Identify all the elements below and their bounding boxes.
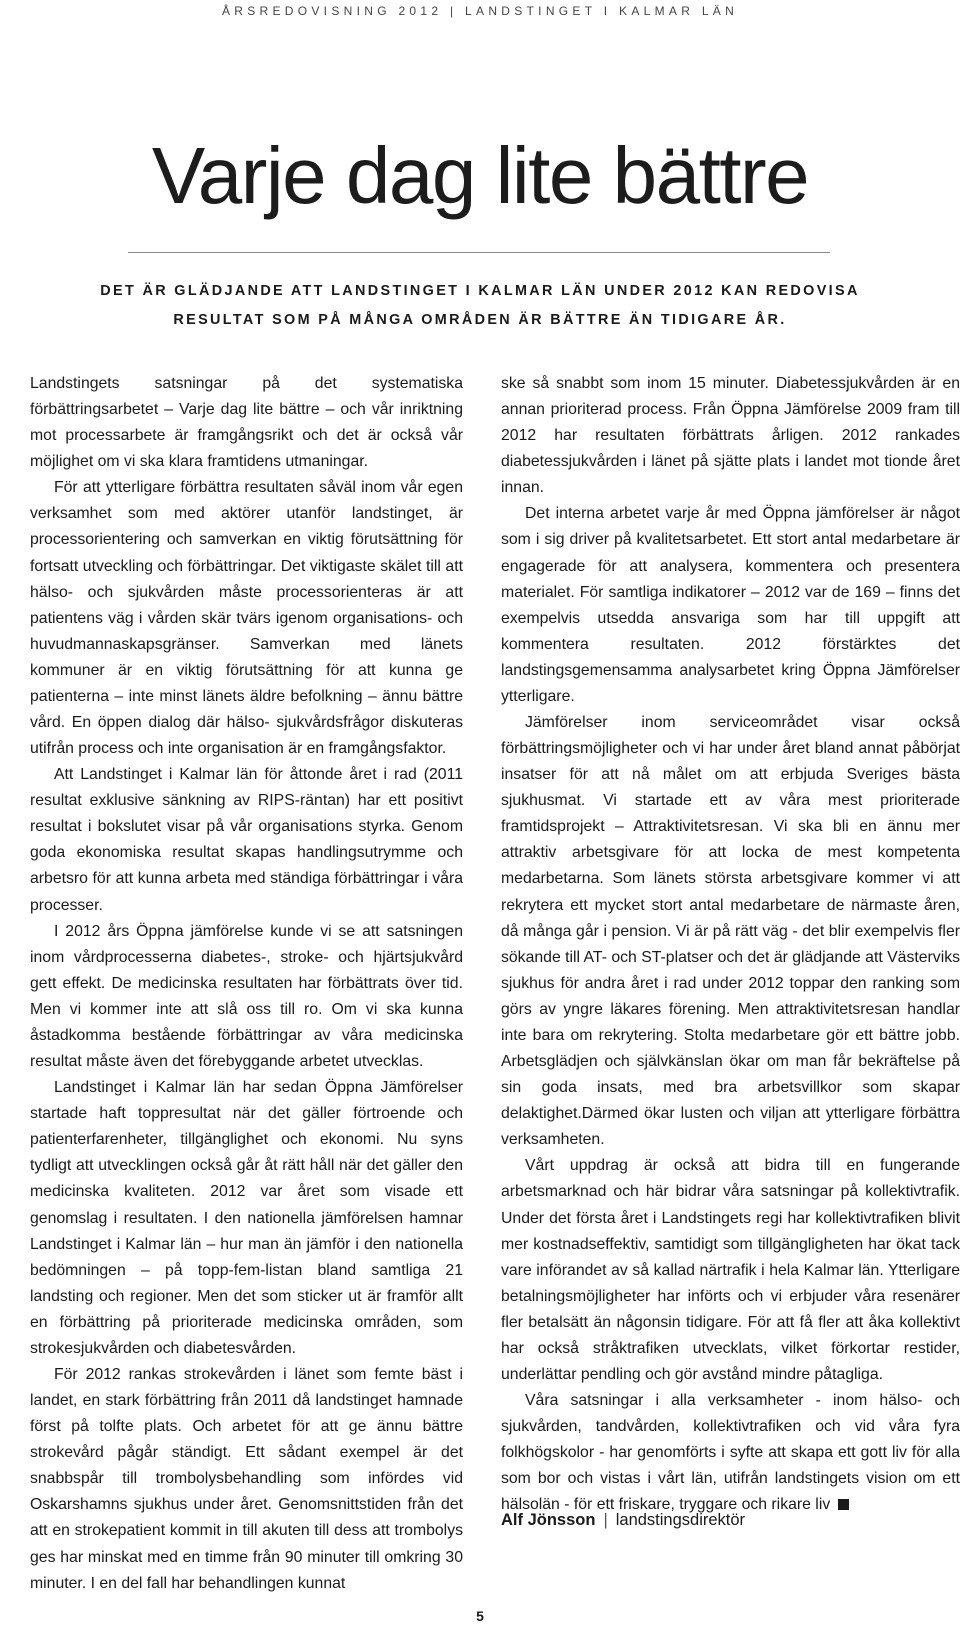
signature-separator: | bbox=[603, 1511, 608, 1529]
running-header: ÅRSREDOVISNING 2012 | LANDSTINGET I KALMAR LÄN bbox=[221, 4, 739, 18]
body-paragraph: Vårt uppdrag är också att bidra till en fungerande arbetsmarknad och här bidrar våra satsningar på kollektivtrafik. Under det första året i Landstingets regi har kollektivtrafiken blivit mer kostnadseffektiv, samtidigt som tillgängligheten har ökat tack vare införandet av så kallad närtrafik i hela Kalmar län. Ytterligare betalningsmöjligheter har införts och vi erbjuder våra resenärer fler betalsätt än någonsin tidigare. För att få fler att åka kollektivt har också stråktrafiken utvecklats, vilket förkortar restider, underlättar pendling och gör avstånd mindre påtagliga. bbox=[501, 1157, 960, 1383]
title-divider bbox=[128, 252, 830, 253]
article-title: Varje dag lite bättre bbox=[151, 131, 809, 220]
body-paragraph: ske så snabbt som inom 15 minuter. Diabetessjukvården är en annan prioriterad process. Från Öppna Jämförelse 2009 fram till 2012 har resultaten förbättrats årligen. 2012 rankades diabetessjukvården i länet på sjätte plats i landet mot tionde året innan. bbox=[501, 375, 960, 497]
square-end-mark-icon bbox=[838, 1499, 849, 1510]
lead-line: RESULTAT SOM PÅ MÅNGA OMRÅDEN ÄR BÄTTRE ÄN TIDIGARE ÅR. bbox=[173, 312, 787, 328]
body-paragraph: Landstingets satsningar på det systematiska förbättringsarbetet – Varje dag lite bättre – och vår inriktning mot processarbete är framgångsrikt och det är också vår möjlighet om vi ska klara framtidens utmaningar. bbox=[30, 375, 463, 471]
body-paragraph: Jämförelser inom serviceområdet visar också förbättringsmöjligheter och vi har under året bland annat påbörjat insatser för att nå målet om att erbjuda Sveriges bästa sjukhusmat. Vi startade ett av våra mest prioriterade framtidsprojekt – Attraktivitetsresan. Vi ska bli en ännu mer attraktiv arbetsgivare för att locka de mest kompetenta medarbetarna. Som länets största arbetsgivare kommer vi att rekrytera ett mycket stort antal medarbetare de närmaste åren, då många går i pension. Vi är på rätt väg - det blir exempelvis fler sökande till AT- och ST-platser och det är glädjande att Västerviks sjukhus för andra året i rad under 2012 toppar den ranking som görs av yngre läkares förening. Men attraktivitetsresan handlar inte bara om rekrytering. Stolta medarbetare gör ett bättre jobb. Arbetsglädjen och självkänslan ökar om man får bekräftelse på sin goda insats, med bra arbetsvillkor som skapar delaktighet.Därmed ökar lusten och viljan att ytterligare förbättra verksamheten. bbox=[501, 714, 960, 1149]
body-paragraph: Att Landstinget i Kalmar län för åttonde året i rad (2011 resultat exklusive sänkning av RIPS-räntan) har ett positivt resultat i bokslutet visar på vår organisations styrka. Genom goda ekonomiska resultat skapas handlingsutrymme och arbetsro för att kunna arbeta med ständiga förbättringar i våra processer. bbox=[30, 766, 463, 914]
right-column bbox=[501, 371, 960, 1518]
body-paragraph: I 2012 års Öppna jämförelse kunde vi se att satsningen inom vårdprocesserna diabetes-, stroke- och hjärtsjukvård gett effekt. De medicinska resultaten har förbättrats över tid. Men vi kommer inte att slå oss till ro. Om vi ska kunna åstadkomma bestående förbättringar av våra medicinska resultat måste även det förebyggande arbetet utvecklas. bbox=[30, 922, 463, 1071]
body-paragraph: Landstinget i Kalmar län har sedan Öppna Jämförelser startade haft toppresultat när det gäller förtroende och patienterfarenheter, tillgänglighet och ekonomi. Nu syns tydligt att utvecklingen också går åt rätt håll när det gäller den medicinska kvaliteten. 2012 var året som visade ett genomslag i resultaten. I den nationella jämförelsen hamnar Landstinget i Kalmar län – hur man än jämför i den nationella bedömningen – på topp-fem-listan bland samtliga 21 landsting och regioner. Men det som sticker ut är framför allt en förbättring på prioriterade medicinska områden, som strokesjukvården och diabetesvården. bbox=[30, 1079, 463, 1357]
signature-name: Alf Jönsson bbox=[501, 1511, 596, 1529]
body-paragraph: Det interna arbetet varje år med Öppna jämförelser är något som i sig driver på kvalitetsarbetet. Ett stort antal medarbetare är engagerade för att analysera, kommentera och presentera materialet. För samtliga indikatorer – 2012 var de 169 – finns det exempelvis utsedda ansvariga som har till uppgift att kommentera resultaten. 2012 förstärktes det landstingsgemensamma analysarbetet kring Öppna Jämförelser ytterligare. bbox=[501, 505, 960, 705]
signature bbox=[501, 1511, 745, 1530]
lead-line: DET ÄR GLÄDJANDE ATT LANDSTINGET I KALMAR LÄN UNDER 2012 KAN REDOVISA bbox=[100, 283, 860, 299]
last-paragraph bbox=[501, 1388, 960, 1518]
body-paragraph: För att ytterligare förbättra resultaten såväl inom vår egen verksamhet som med aktörer utanför landstinget, är processorientering och samverkan en viktig förutsättning för fortsatt utveckling och förbättringar. Det viktigaste skälet till att hälso- och sjukvården måste processorienteras är att patientens väg i vården skär tvärs igenom organisations- och huvudmannaskapsgränser. Samverkan med länets kommuner är en viktig förutsättning för att kunna ge patienterna – inte minst länets äldre befolkning – ännu bättre vård. En öppen dialog där hälso- sjukvårdsfrågor diskuteras utifrån process och inte organisation är en framgångsfaktor. bbox=[30, 479, 463, 758]
left-column bbox=[30, 371, 463, 1597]
signature-role: landstingsdirektör bbox=[615, 1511, 746, 1529]
body-paragraph: För 2012 rankas strokevården i länet som femte bäst i landet, en stark förbättring från 2011 då landstinget hamnade först på tolfte plats. Och arbetet för att ge ännu bättre strokevård pågår ständigt. Ett sådant exempel är det snabbspår till trombolysbehandling som infördes vid Oskarshamns sjukhus under året. Genomsnittstiden från det att en strokepatient kommit in till akuten till dess att trombolys ges har minskat med en timme från 90 minuter till omkring 30 minuter. I en del fall har behandlingen kunnat bbox=[30, 1365, 463, 1592]
article-lead bbox=[0, 277, 960, 335]
page-number: 5 bbox=[476, 1608, 484, 1624]
body-paragraph-text: Våra satsningar i alla verksamheter - inom hälso- och sjukvården, tandvården, kollektivtrafiken och vid våra fyra folkhögskolor - har genomförts i syfte att skapa ett gott liv för alla som bor och vistas i vårt län, utifrån landstingets vision om ett hälsolän - för ett friskare, tryggare och rikare liv bbox=[501, 1392, 960, 1514]
